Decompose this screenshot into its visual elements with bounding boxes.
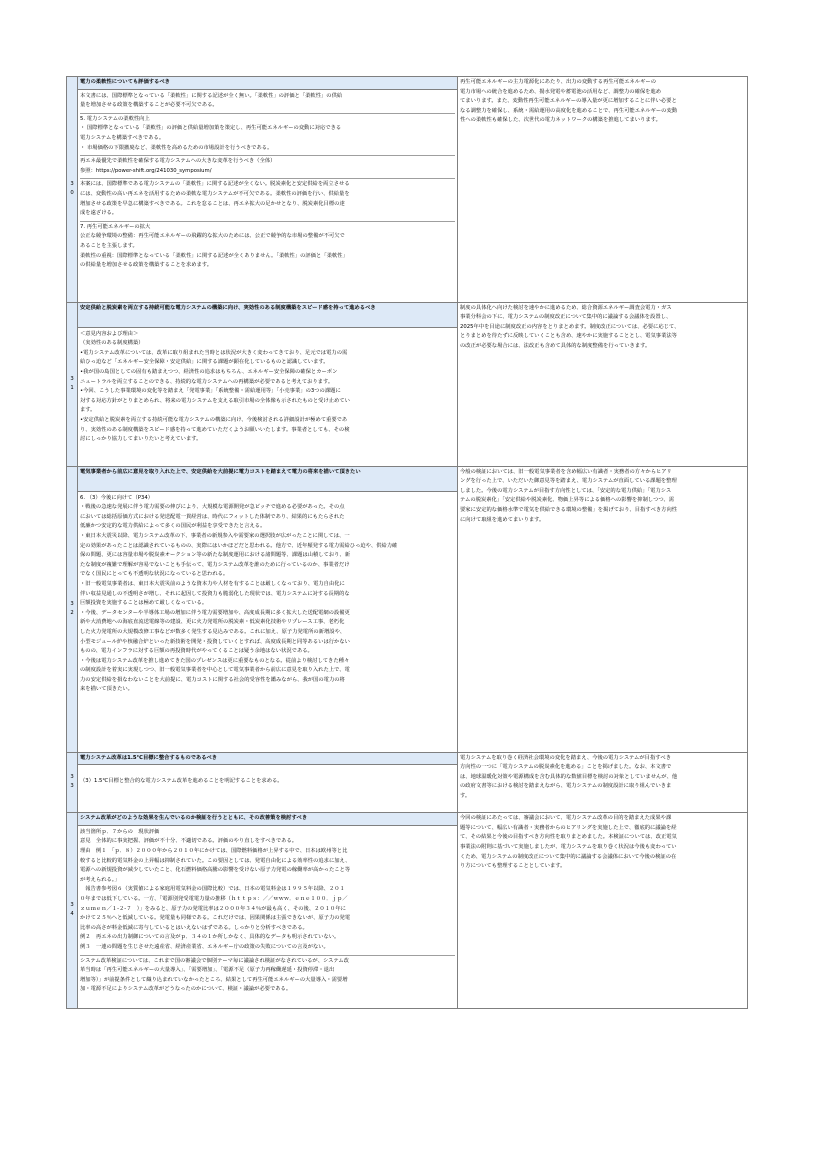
- opinion-details: [78, 89, 458, 302]
- opinion-line: •安定供給と脱炭素を両立する持続可能な電力システムの構築に向け、今後検討される詳細設計が極めて重要であ: [80, 416, 348, 423]
- opinion-line: 柔軟性の重視：国際標準となっている「柔軟性」に関する記述が全くありません。「柔軟性」の評価と「柔軟性」: [80, 252, 348, 259]
- opinion-line: 意見 全体的に事実把握、評価が不十分、不適切である。評価のやり直しをすべきである。: [80, 838, 298, 845]
- opinion-line: 伴い収益見通しの不透明さが増し、それに起因して投資力も脆弱化した現状では、電力システムに対する長期的な: [80, 590, 350, 597]
- opinion-line: [80, 786, 455, 796]
- response-line: り方についても整理することとしています。: [460, 863, 566, 870]
- response-line: 電力市場への統合を進めるため、揚水発電や蓄電池の活用など、調整力の確保を進め: [460, 88, 662, 95]
- government-response: [458, 752, 748, 813]
- response-line: 2025年中を目途に制度改正の内容をとりまとめます。制度改正については、必要に応じて、: [460, 323, 680, 330]
- row-number: 31: [67, 302, 78, 466]
- opinion-line: ・東日本大震災以降、電力システム改革の下、事業者の新規参入や需要家の選択肢が広がったことに関しては、一: [80, 532, 350, 539]
- opinion-line: ・戦後の急速な発展に伴う電力需要の伸びにより、大規模な電源開発が急ピッチで進める必要があった。その点: [80, 504, 345, 511]
- response-line: て、その結果と今後の目指すべき方向性を取りまとめました。本検証については、改正電気: [460, 834, 677, 841]
- opinion-block: [80, 827, 455, 956]
- opinion-line: ものの、電力インフラに対する巨額の再投資時代がやってくることは疑う余地はない状況である。: [80, 648, 313, 655]
- response-line: 要家に安定的な価格水準で電気を供給できる環境の整備」を掲げており、目指すべき方向性: [460, 506, 678, 513]
- opinion-details: [78, 491, 458, 752]
- response-line: に向けて取組を進めてまいります。: [460, 516, 545, 523]
- response-line: 題等について、幅広い有識者・実務者からのヒアリングを実施した上で、徹底的に議論を経: [460, 824, 677, 831]
- opinion-line: 保の問題、更には容量市場や脱炭素オークション等の新たな制度運用における諸問題等、課題は山積しており、新: [80, 552, 351, 559]
- opinion-details: [78, 825, 458, 1008]
- opinion-line: 例３ 一連の問題を生じさせた遠産省、経済産業省、エネルギー庁の政策の失敗についての言及がない。: [80, 943, 329, 950]
- opinion-block: [80, 91, 455, 114]
- opinion-line: 小型モジュール炉や核融合炉といった新技術を開発・投資していくとすれば、高度成長期と同等あるいは行かない: [80, 638, 350, 645]
- opinion-line: 増加等）」が前提条件として織り込まれていなかったところ、結果として再生可能エネルギーの大量導入・需要増: [80, 976, 348, 983]
- opinion-line: たな制度が複雑で理解が容易でないことも手伝って、電力システム改革を誰のために行っているのか、事業者だけ: [80, 561, 350, 568]
- row-number: 34: [67, 813, 78, 1009]
- opinion-block: [80, 114, 455, 156]
- opinion-line: した火力発電所の大規模改修工事などが数多く発生する見込みである。これに加え、原子力発電所の新増設や、: [80, 628, 346, 635]
- opinion-line: •我が国の島国としての固有も踏まえつつ、経済性の追求はもちろん、エネルギー安全保障の確保とカーボン: [80, 368, 338, 375]
- opinion-line: の制度設計を着実に実現しつつ、旧一般電気事業者を中心として電気事業者から前広に意見を取り入れた上で、電: [80, 667, 350, 674]
- opinion-line: 報告書参考図６（実質値による家庭用電気料金の国際比較）では、日本の電気料金は１９９５年以降、２０１: [80, 886, 345, 893]
- comment-row-header: [67, 466, 748, 491]
- opinion-line: 革当時は「再生可能エネルギーの大量導入」、「需要増加」、「電源不足（原子力再稼働遅延・投資停滞・退出: [80, 967, 335, 974]
- opinion-line: り、実効性のある制度構築をスピード感を持って進めていただくようお願いいたします。事業者としても、その検: [80, 426, 350, 433]
- opinion-line: 来を描いて頂きたい。: [80, 686, 133, 693]
- opinion-block: [80, 222, 455, 273]
- response-line: てまいります。また、変動性再生可能エネルギーの導入量が更に増加することに伴い必要と: [460, 98, 677, 105]
- opinion-line: （実効性のある制度構築）: [80, 340, 144, 347]
- opinion-line: でなく国民にとっても不透明な状況になっていると思われる。: [80, 571, 229, 578]
- opinion-line: 較すると比較的電気料金の上昇幅は抑制されていた。この要因としては、発電自由化による効率性の追求に加え、: [80, 857, 351, 864]
- opinion-line: 理由 例１ 「ｐ．８）２０００年から２０１０年にかけては、国際燃料価格が上昇する中で、日本は欧州等と比: [80, 847, 348, 854]
- opinion-line: 再エネ最優先で柔軟性を確保する電力システムへの大きな変革を行うべき（全体）: [80, 158, 276, 165]
- comment-row-header: [67, 302, 748, 327]
- opinion-line: ＜意見内容および理由＞: [80, 330, 139, 337]
- opinion-line: 討にしっかり協力してまいりたいと考えています。: [80, 436, 202, 443]
- response-line: は、地球温暖化対策や電源構成を含む具体的な数値目標を検討の対象としていませんが、他: [460, 773, 678, 780]
- response-line: 事業法の附則に基づいて実施しましたが、電力システムを取り巻く状況は今後も変わってい: [460, 843, 677, 850]
- row-number: 32: [67, 466, 78, 752]
- response-line: の改正が必要な場合には、法改正も含めて具体的な制度整備を行っていきます。: [460, 342, 651, 349]
- response-line: テムの脱炭素化」「安定供給や脱炭素化、物価上昇等による価格への影響を抑制しつつ、需: [460, 497, 675, 504]
- opinion-line: 6. （3）今後に向けて（P34）: [80, 494, 154, 501]
- opinion-line: 例２ 再エネの出力制御についての言及がｐ．３４の１か所しかなく、具体的なデータも明示されていない。: [80, 934, 340, 941]
- opinion-line: ・ 国際標準となっている「柔軟性」の評価と供給量増加策を策定し、再生可能エネルギーの変動に対応できる: [80, 125, 342, 132]
- opinion-line: 新や大消費地への海底直流送電線等の建設、更に火力発電所の脱炭素・低炭素化技術やリプレース工事、老朽化: [80, 619, 345, 626]
- opinion-line: 公正な競争環境の整備：再生可能エネルギーの飛躍的な拡大のためには、公正で競争的な市場の整備が不可欠で: [80, 233, 345, 240]
- opinion-details: [78, 765, 458, 813]
- response-line: とりまとめを待たずに反映していくことも含め、速やかに実施することとし、電気事業法等: [460, 333, 677, 340]
- opinion-line: 定の効果があったことは認識されているものの、実際にはいかほどだと思われる。他方で、近年頻発する電力需給ひっ迫や、供給力確: [80, 542, 398, 549]
- response-line: なる調整力を確保し、系統・需給運用の高度化を進めることで、再生可能エネルギーの変動: [460, 107, 678, 114]
- opinion-line: ｚｕｍｅｎ／１-２-７ ）」をみると、原子力の発電比率は２０００年３４％が最も高く、その後、２０１０年に: [80, 905, 346, 912]
- opinion-line: 成を遠ざける。: [80, 210, 118, 217]
- response-line: しました。今後の電力システムが目指す方向性としては、「安定的な電力供給」「電力シス: [460, 487, 672, 494]
- opinion-block: [80, 329, 455, 447]
- opinion-line: 増加させる政策を早急に構築すべきである。これを怠ることは、再エネ拡大の足かせとなり、脱炭素化目標の達: [80, 200, 345, 207]
- opinion-line: 電源への新規投資が減少していたこと、化石燃料価格高騰の影響を受けない原子力発電の稼働率が高かったこと等: [80, 867, 351, 874]
- opinion-block: [80, 766, 455, 798]
- opinion-line: あることを主張します。: [80, 242, 138, 249]
- opinion-line: 7. 再生可能エネルギーの拡大: [80, 223, 151, 230]
- comment-row-header: [67, 77, 748, 90]
- opinion-line: •今回、こうした事業環境の変化等を踏まえ「発電事業」「系統整備・需給運用等」「小売事業」の3つの課題に: [80, 388, 341, 395]
- opinion-line: •電力システム改革については、改革に取り組まれた当時とは状況が大きく変わってきており、足元では電力の需: [80, 349, 348, 356]
- opinion-line: には、変動性の高い再エネを活用するための柔軟な電力システムが不可欠である。柔軟性の評価を行い、供給量を: [80, 190, 350, 197]
- opinion-line: かけて２５％へと低減している。発電量も同様である。これだけでは、因果関係は主張できないが、原子力の発電: [80, 915, 351, 922]
- opinion-line: 巨額投資を実施することは極めて厳しくなっている。: [80, 600, 208, 607]
- opinion-summary-title: 電力の柔軟性についても評価するべき: [78, 77, 458, 90]
- comment-row-header: [67, 752, 748, 765]
- government-response: [458, 302, 748, 466]
- row-number: 30: [67, 77, 78, 303]
- opinion-line: 低廉かつ安定的な電力供給によって多くの国民が利益を享受できたと言える。: [80, 523, 266, 530]
- opinion-line: 対する対応方針がとりまとめられ、将来の電力システムを支える取引市場の全体像も示されたものと受け止めてい: [80, 397, 350, 404]
- opinion-line: の供給量を増加させる政策を構築することを求めます。: [80, 262, 212, 269]
- opinion-block: [80, 179, 455, 221]
- response-line: す。: [460, 792, 471, 799]
- response-line: ングを行った上で、いただいた御意見等を踏まえ、電力システムが直面している課題を整理: [460, 478, 677, 485]
- opinion-line: 参照：https://power-shift.org/241030_symposium/: [80, 167, 212, 174]
- opinion-line: 本文書には、国際標準となっている「柔軟性」に関する記述が全く無い。「柔軟性」の評価と「柔軟性」の供給: [80, 92, 343, 99]
- opinion-line: 量を増加させる政策を構築することが必要不可欠である。: [80, 102, 218, 109]
- comment-table: [66, 76, 748, 1009]
- opinion-line: システム改革検証については、これまで国の審議会で個別テーマ毎に議論され検証がなされているが、システム改: [80, 957, 349, 964]
- opinion-summary-title: システム改革がどのような効果を生んでいるのか検証を行うとともに、その改善策を検討すべき: [78, 813, 458, 826]
- response-line: 方向性の一つに「電力システムの脱炭素化を進める」ことを掲げました。なお、本文書で: [460, 764, 672, 771]
- opinion-block: [80, 956, 455, 997]
- opinion-line: が考えられる。」: [80, 876, 120, 883]
- opinion-line: 本案には、国際標準である電力システムの「柔軟性」に関する記述が全くない。脱炭素化と安定供給を両立させる: [80, 181, 350, 188]
- response-line: の政府文書等における検討を踏まえながら、電力システムの制度設計に取り組んでいきま: [460, 783, 672, 790]
- opinion-summary-title: 安定供給と脱炭素を両立する持続可能な電力システムの構築に向け、実効性のある制度構築をスピード感を持って進めるべき: [78, 302, 458, 327]
- response-line: 今回の検証にあたっては、審議会において、電力システム改革の目的を踏まえた成果や課: [460, 815, 672, 822]
- comment-table-body: [67, 77, 748, 1009]
- opinion-line: ・今後は電力システム改革を推し進めてきた国のプレゼンスは更に重要なものとなる。従前より検討してきた種々: [80, 657, 350, 664]
- opinion-line: [80, 767, 455, 777]
- response-line: 性への柔軟性も確保した、次世代の電力ネットワークの構築を推進してまいります。: [460, 117, 661, 124]
- opinion-line: においては総括原価方式における発送配電一貫経営は、時代にフィットした体制であり、結果的にもたらされた: [80, 513, 345, 520]
- opinion-line: 5. 電力システムの柔軟性向上: [80, 115, 150, 122]
- opinion-line: ・旧一般電気事業者は、東日本大震災前のような資本力や人材を有することは厳しくなっており、電力自由化に: [80, 580, 345, 587]
- comment-row-header: [67, 813, 748, 826]
- government-response: [458, 813, 748, 1009]
- opinion-summary-title: 電気事業者から前広に意見を取り入れた上で、安定供給を大前提に電力コストを踏まえて電力の将来を描いて頂きたい: [78, 466, 458, 491]
- response-line: 事業分科会の下に、電力システムの制度改正について集中的に議論する会議体を設置し、: [460, 314, 672, 321]
- opinion-line: ます。: [80, 407, 96, 414]
- response-line: 電力システムを取り巻く経済社会環境の変化を踏まえ、今後の電力システムが目指すべき: [460, 754, 672, 761]
- opinion-line: ０年までは低下している。一方、「電源別発受電電力量の推移（ｈｔｔｐｓ：／／ｗｗｗ．ｅｎｅ１００．ｊｐ／: [80, 895, 348, 902]
- response-line: くため、電力システムの制度改正について集中的に議論する会議体において今後の検証の在: [460, 853, 677, 860]
- opinion-block: [80, 156, 455, 179]
- opinion-block: [80, 493, 455, 697]
- opinion-line: （3）1.5℃目標と整合的な電力システム改革を進めることを明記することを求める。: [80, 777, 283, 784]
- government-response: [458, 466, 748, 752]
- opinion-line: 給ひっ迫など「エネルギー安全保障・安定供給」に関する課題が顕在化しているものと認識しています。: [80, 359, 329, 366]
- response-line: 再生可能エネルギーの主力電源化にあたり、出力の変動する再生可能エネルギーの: [460, 79, 656, 85]
- opinion-line: ・今後、データセンターや半導体工場の増加に伴う電力需要増加や、高度成長期に多く拡大した送配電網の設備更: [80, 609, 350, 616]
- opinion-line: 電力システムを構築すべきである。: [80, 134, 165, 141]
- opinion-summary-title: 電力システム改革は1.5℃目標に整合するものであるべき: [78, 752, 458, 765]
- opinion-line: 力の安定供給を損なわないことを大前提に、電力コストに関する社会的受容性を鑑みながら、我が国の電力の将: [80, 676, 345, 683]
- opinion-line: 該当箇所ｐ．７からの 現状評価: [80, 828, 160, 835]
- opinion-line: ニュートラルを両立することのできる、持続的な電力システムへの再構築が必要であると考えております。: [80, 378, 334, 385]
- opinion-line: ・ 市場価格の下限撤廃など、柔軟性を高めるための市場設計を行うべきである。: [80, 144, 273, 151]
- response-line: 制度の具体化へ向けた検討を速やかに進めるため、総合資源エネルギー調査会電力・ガス: [460, 304, 672, 311]
- opinion-line: 比率の高さが料金低減に寄与しているとはいえないはずである。しっかりと分析すべきである。: [80, 924, 308, 931]
- response-line: 今般の検証においては、旧一般電気事業者を含め幅広い有識者・実務者の方々からヒアリ: [460, 468, 672, 475]
- government-response: [458, 77, 748, 303]
- opinion-line: 加・電源不足によりシステム改革がどうなったのかについて、検証・議論が必要である。: [80, 986, 292, 993]
- row-number: 33: [67, 752, 78, 813]
- opinion-details: [78, 327, 458, 466]
